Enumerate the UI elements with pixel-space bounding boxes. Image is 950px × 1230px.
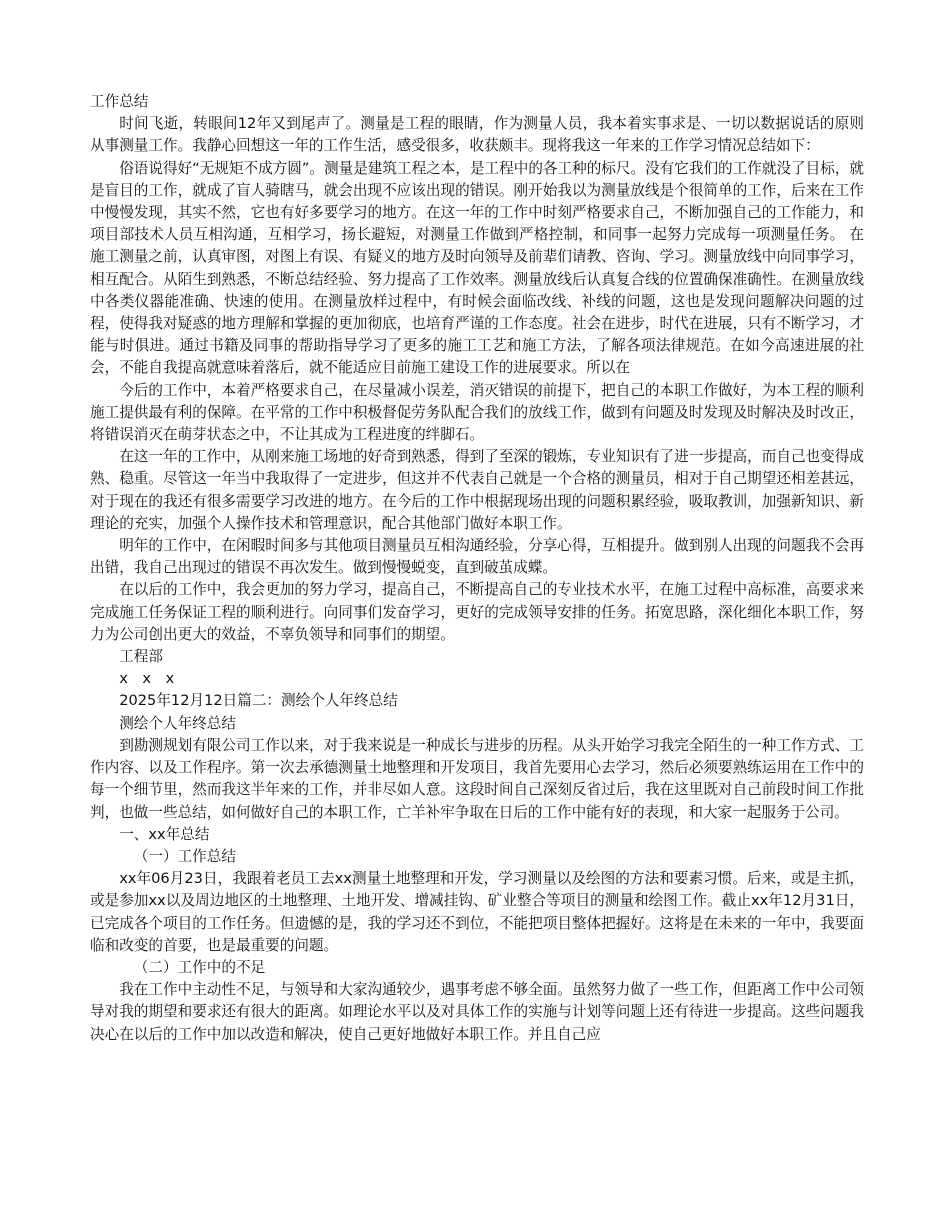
paragraph-rules: 俗语说得好“无规矩不成方圆”。测量是建筑工程之本，是工程中的各工种的标尺。没有它我们的工作就没了目标，就是盲目的工作，就成了盲人骑瞎马，就会出现不应该出现的错误。刚开始我以为测量放线是个很简单的工作，后来在工作中慢慢发现，其实不然，它也有好多要学习的地方。在这一年的工作中时刻严格要求自己，不断加强自己的工作能力，和项目部技术人员互相沟通，互相学习，扬长避短，对测量工作做到严格控制，和同事一起努力完成每一项测量任务。 在施工测量之前，认真审图，对图上有误、有疑义的地方及时向领导及前辈们请教、咨询、学习。测量放线中向同事学习，相互配合。从陌生到熟悉，不断总结经验、努力提高了工作效率。测量放线后认真复合线的位置确保准确性。在测量放线中各类仪器能准确、快速的使用。在测量放样过程中，有时候会面临改线、补线的问题，这也是发现问题解决问题的过程，使得我对疑惑的地方理解和掌握的更加彻底，也培育严谨的工作态度。社会在进步，时代在进展，只有不断学习，才能与时俱进。通过书籍及同事的帮助指导学习了更多的施工工艺和施工方法，了解各项法律规范。在如今高速进展的社会，不能自我提高就意味着落后，就不能适应目前施工建设工作的进展要求。所以在 (90, 159, 865, 377)
paragraph-commitment: 在以后的工作中，我会更加的努力学习，提高自己，不断提高自己的专业技术水平，在施工过程中高标准，高要求来完成施工任务保证工程的顺利进行。向同事们发奋学习，更好的完成领导安排的任务。拓宽思路，深化细化本职工作，努力为公司创出更大的效益，不辜负领导和同事们的期望。 (90, 581, 864, 643)
section-heading-1: 一、xx年总结 (119, 825, 210, 843)
paragraph-next-year: 明年的工作中，在闲暇时间多与其他项目测量员互相沟通经验，分享心得，互相提升。做到别人出现的问题我不会再出错，我自己出现过的错误不再次发生。做到慢慢蜕变，直到破茧成蝶。 (90, 537, 864, 577)
subsection-text-shortcomings: 我在工作中主动性不足，与领导和大家沟通较少，遇事考虑不够全面。虽然努力做了一些工作，但距离工作中公司领导对我的期望和要求还有很大的距离。如理论水平以及对具体工作的实施与计划等问题上还有待进一步提高。这些问题我决心在以后的工作中加以改造和解决，使自己更好地做好本职工作。并且自己应 (90, 981, 864, 1043)
subsection-heading-work-summary: （一）工作总结 (133, 847, 236, 865)
document-title: 工作总结 (90, 93, 149, 110)
part2-intro: 到勘测规划有限公司工作以来，对于我来说是一种成长与进步的历程。从头开始学习我完全陌生的一种工作方式、工作内容、以及工作程序。第一次去承德测量土地整理和开发项目，我首先要用心去学习，然后必须要熟练运用在工作中的每一个细节里，然而我这半年来的工作，并非尽如人意。这段时间自己深刻反省过后，我在这里既对自己前段时间工作批判，也做一些总结，如何做好自己的本职工作，亡羊补牢争取在日后的工作中能有好的表现，和大家一起服务于公司。 (90, 736, 864, 821)
document-page (90, 91, 864, 1046)
paragraph-intro: 时间飞逝，转眼间12年又到尾声了。测量是工程的眼睛，作为测量人员，我本着实事求是、一切以数据说话的原则从事测量工作。我静心回想这一年的工作生活，感受很多，收获颇丰。现将我这一年来的工作学习情况总结如下： (90, 115, 864, 155)
signature-department: 工程部 (119, 648, 163, 666)
paragraph-year-review: 在这一年的工作中，从刚来施工场地的好奇到熟悉，得到了至深的锻炼，专业知识有了进一步提高，而自己也变得成熟、稳重。尽管这一年当中我取得了一定进步，但这并不代表自己就是一个合格的测量员，相对于自己期望还相差甚远，对于现在的我还有很多需要学习改进的地方。在今后的工作中根据现场出现的问题积累经验，吸取教训，加强新知识、新理论的充实，加强个人操作技术和管理意识，配合其他部门做好本职工作。 (90, 448, 864, 532)
signature-date: 2025年12月12日篇二：测绘个人年终总结 (119, 692, 398, 710)
part2-title: 测绘个人年终总结 (119, 714, 236, 732)
signature-name: x x x (119, 670, 175, 688)
paragraph-future-work: 今后的工作中，本着严格要求自己，在尽量减小误差，消灭错误的前提下，把自己的本职工作做好，为本工程的顺利施工提供最有利的保障。在平常的工作中积极督促劳务队配合我们的放线工作，做到有问题及时发现及时解决及时改正，将错误消灭在萌芽状态之中，不让其成为工程进度的绊脚石。 (90, 381, 864, 444)
subsection-text-work-summary: xx年06月23日，我跟着老员工去xx测量土地整理和开发，学习测量以及绘图的方法和要素习惯。后来，或是主抓，或是参加xx以及周边地区的土地整理、土地开发、增减挂钩、矿业整合等项目的测量和绘图工作。截止xx年12月31日，已完成各个项目的工作任务。但遗憾的是，我的学习还不到位，不能把项目整体把握好。这将是在未来的一年中，我要面临和改变的首要，也是最重要的问题。 (90, 870, 864, 954)
subsection-heading-shortcomings: （二）工作中的不足 (133, 958, 266, 976)
